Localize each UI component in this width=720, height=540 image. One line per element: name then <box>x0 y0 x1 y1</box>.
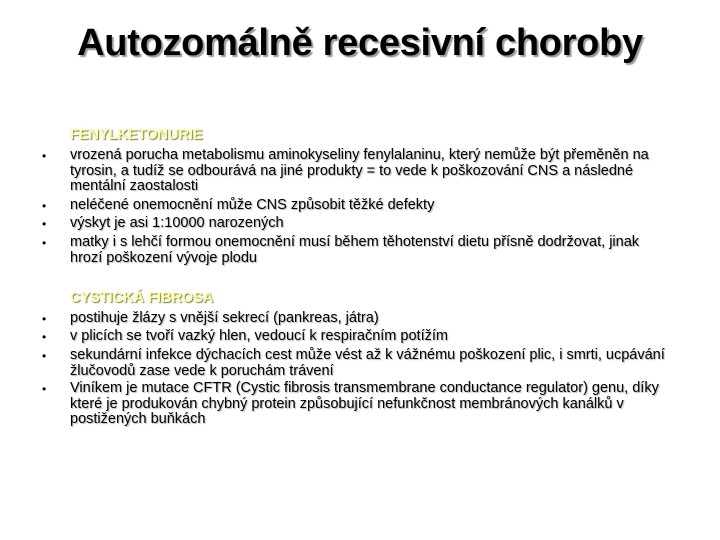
list-item-text: neléčené onemocnění může CNS způsobit těžké defekty <box>70 197 435 213</box>
bullet-icon: • <box>42 217 47 231</box>
list-item-text: v plicích se tvoří vazký hlen, vedoucí k respiračním potížím <box>70 328 448 344</box>
bullet-icon: • <box>42 349 47 363</box>
section-heading: FENYLKETONURIE <box>70 127 203 143</box>
bullet-icon: • <box>42 312 47 326</box>
list-item-text: výskyt je asi 1:10000 narozených <box>70 215 284 231</box>
section-heading: CYSTICKÁ FIBROSA <box>70 290 214 306</box>
bullet-icon: • <box>42 236 47 250</box>
slide-title: Autozomálně recesivní choroby <box>77 22 643 64</box>
list-item-text: Viníkem je mutace CFTR (Cystic fibrosis transmembrane conductance regulator) genu, díky které je produkován chybný protein způsobující nefunkčnost membránových kanálků v postižených buňkách <box>70 380 659 427</box>
bullet-icon: • <box>42 199 47 213</box>
bullet-icon: • <box>42 149 47 163</box>
bullet-icon: • <box>42 330 47 344</box>
list-item-text: vrozená porucha metabolismu aminokyseliny fenylalaninu, který nemůže být přeměněn na tyrosin, a tudíž se odbourává na jiné produkty = to vede k poškozování CNS a následné mentální zaostalosti <box>70 147 649 194</box>
list-item-text: matky i s lehčí formou onemocnění musí během těhotenství dietu přísně dodržovat, jinak hrozí poškození vývoje plodu <box>70 234 640 266</box>
bullet-icon: • <box>42 382 47 396</box>
list-item-text: sekundární infekce dýchacích cest může vést až k vážnému poškození plic, i smrti, ucpávání žlučovodů zase vede k poruchám trávení <box>70 347 665 379</box>
list-item-text: postihuje žlázy s vnější sekrecí (pankreas, játra) <box>70 310 379 326</box>
